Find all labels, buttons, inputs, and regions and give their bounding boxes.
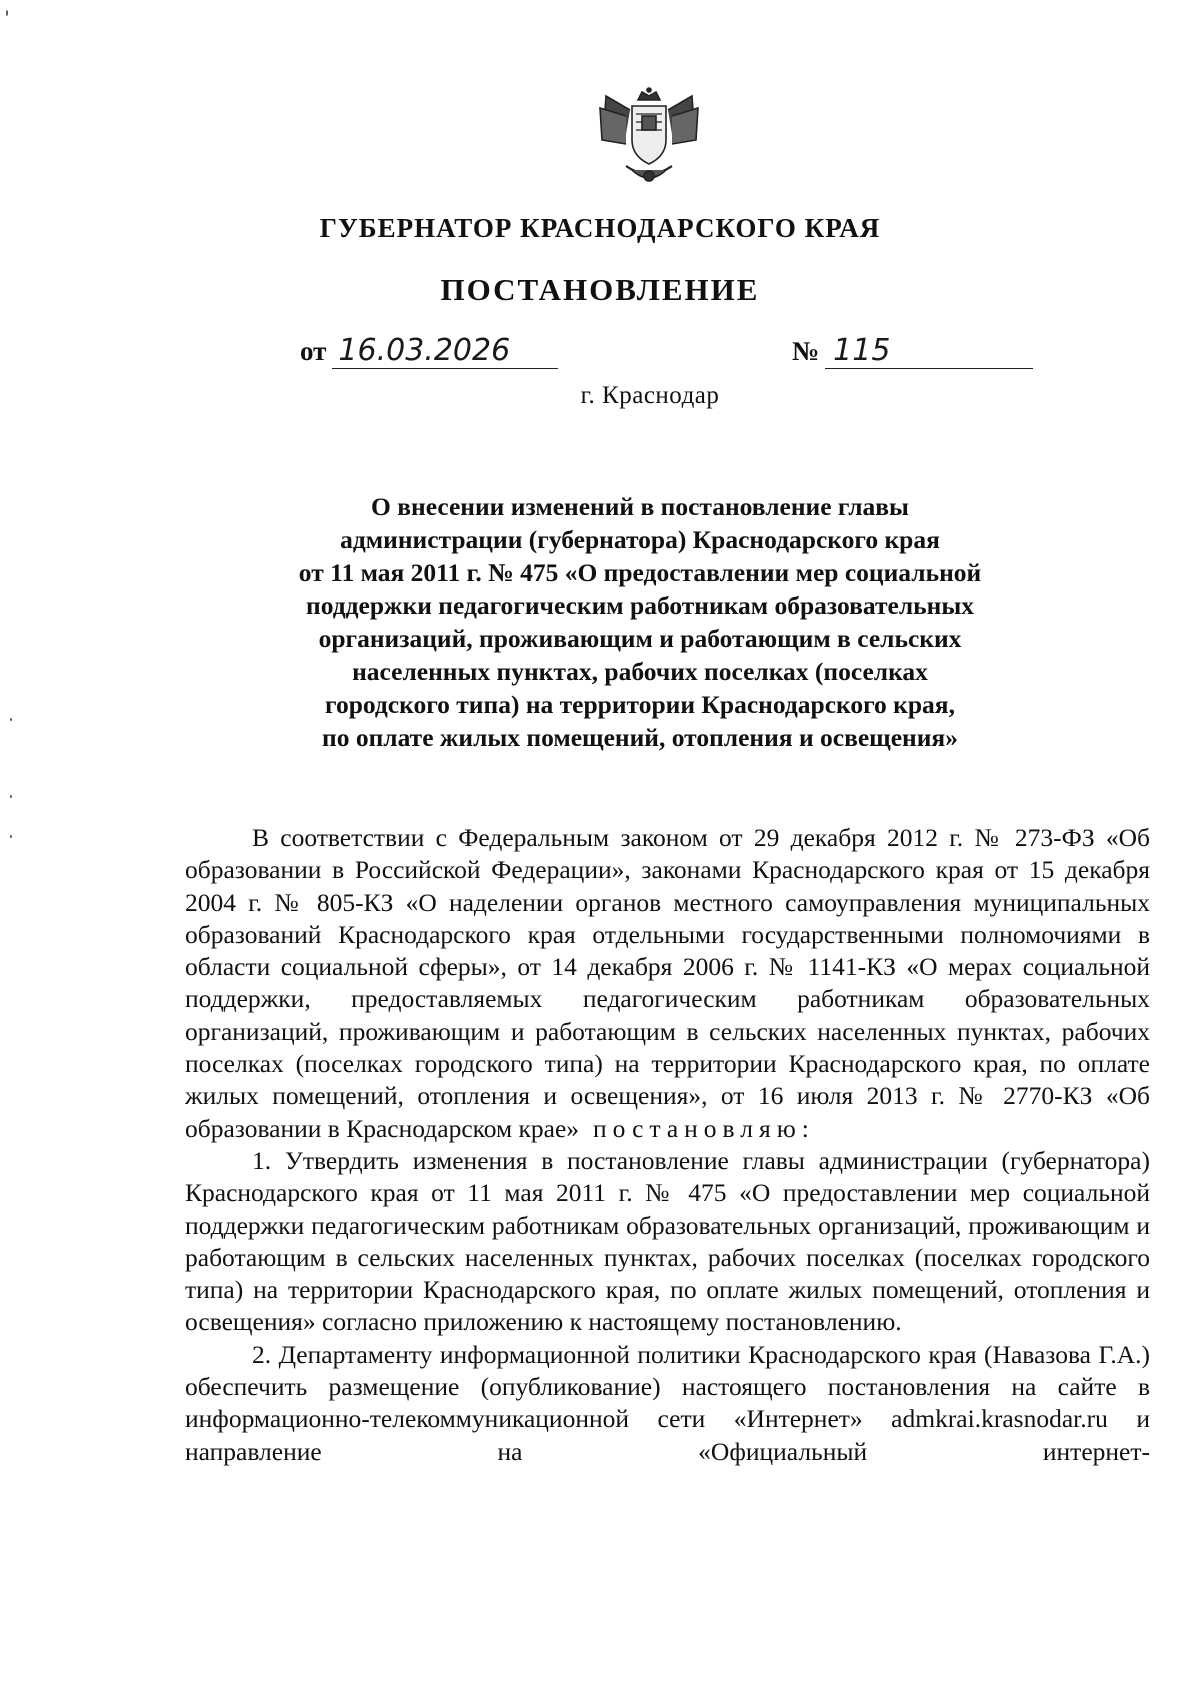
subject-line: организаций, проживающим и работающим в сельских bbox=[318, 624, 962, 653]
scan-speck bbox=[10, 795, 12, 798]
subject-line: по оплате жилых помещений, отопления и освещения» bbox=[322, 723, 958, 752]
date-field bbox=[300, 333, 558, 369]
handwritten-number: 115 bbox=[833, 333, 891, 368]
item-paragraph-2: 2. Департаменту информационной политики Краснодарского края (Навазова Г.А.) обеспечить размещение (опубликование) настоящего постановления на сайте в информационно-телекоммуникационной сети «Интернет» admkrai.krasnodar.ru и направление на «Официальный интернет- bbox=[185, 1339, 1150, 1466]
subject-line: городского типа) на территории Краснодарского края, bbox=[325, 690, 955, 719]
subject-line: администрации (губернатора) Краснодарского края bbox=[340, 525, 940, 554]
preamble-paragraph bbox=[185, 822, 1150, 1145]
document-subject bbox=[230, 490, 1050, 754]
number-underline bbox=[825, 333, 1033, 369]
subject-line: О внесении изменений в постановление главы bbox=[371, 492, 909, 521]
handwritten-date: 16.03.2026 bbox=[338, 333, 511, 368]
document-body bbox=[185, 822, 1150, 1468]
item-paragraph-1: 1. Утвердить изменения в постановление главы администрации (губернатора) Краснодарского края от 11 мая 2011 г. № 475 «О предоставлении мер социальной поддержки педагогическим работникам образовательных организаций, проживающим и работающим в сельских населенных пунктах, рабочих поселках (поселках городского типа) на территории Краснодарского края, по оплате жилых помещений, отопления и освещения» согласно приложению к настоящему постановлению. bbox=[185, 1145, 1150, 1337]
scan-speck bbox=[10, 718, 12, 721]
date-prefix: от bbox=[300, 336, 327, 366]
subject-line: населенных пунктах, рабочих поселках (поселках bbox=[352, 657, 928, 686]
subject-line: поддержки педагогическим работникам образовательных bbox=[306, 591, 974, 620]
date-underline bbox=[332, 333, 558, 369]
document-type-heading: ПОСТАНОВЛЕНИЕ bbox=[440, 272, 760, 307]
city-label: г. Краснодар bbox=[580, 382, 720, 409]
subject-line: от 11 мая 2011 г. № 475 «О предоставлении мер социальной bbox=[298, 558, 982, 587]
krasnodar-krai-coat-of-arms-icon bbox=[596, 86, 702, 190]
scan-speck bbox=[10, 835, 12, 838]
number-prefix: № bbox=[792, 336, 820, 366]
scan-speck bbox=[6, 10, 8, 16]
number-field bbox=[792, 333, 1033, 369]
issuing-authority-heading: ГУБЕРНАТОР КРАСНОДАРСКОГО КРАЯ bbox=[319, 213, 881, 243]
decree-word: постановляю: bbox=[593, 1113, 815, 1143]
preamble-text: В соответствии с Федеральным законом от 29 декабря 2012 г. № 273-ФЗ «Об образовании в Российской Федерации», законами Краснодарского края от 15 декабря 2004 г. № 805-КЗ «О наделении органов местного самоуправления муниципальных образований Краснодарского края отдельными государственными полномочиями в области социальной сферы», от 14 декабря 2006 г. № 1141-КЗ «О мерах социальной поддержки, предоставляемых педагогическим работникам образовательных организаций, проживающим и работающим в сельских населенных пунктах, рабочих поселках (поселках городского типа) на территории Краснодарского края, по оплате жилых помещений, отопления и освещения», от 16 июля 2013 г. № 2770-КЗ «Об образовании в Краснодарском крае» bbox=[185, 823, 1150, 1143]
